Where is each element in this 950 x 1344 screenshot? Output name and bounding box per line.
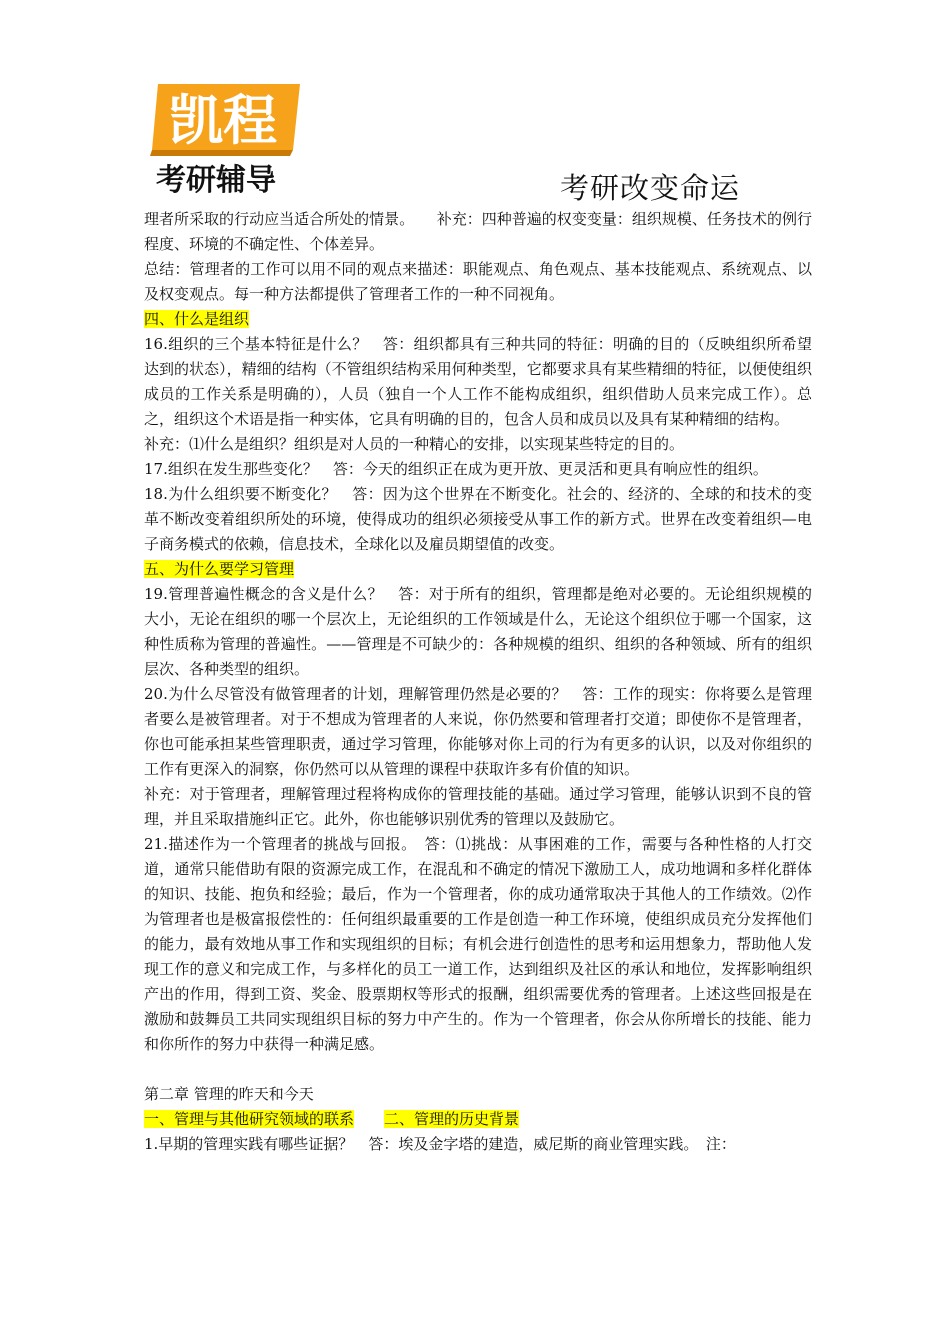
highlighted-heading: 一、管理与其他研究领域的联系 [144, 1110, 355, 1128]
section-heading-row [144, 1107, 812, 1132]
logo-sub-text: 考研辅导 [156, 163, 276, 198]
document-body [144, 207, 812, 1157]
paragraph: 1.早期的管理实践有哪些证据？ 答：埃及金字塔的建造，威尼斯的商业管理实践。 注： [144, 1135, 736, 1153]
section-heading [144, 557, 812, 582]
paragraph: 21.描述作为一个管理者的挑战与回报。 答：⑴挑战：从事困难的工作，需要与各种性格的人打交道，通常只能借助有限的资源完成工作，在混乱和不确定的情况下激励工人，成功地调和多样化群体的知识、技能、抱负和经验；最后，作为一个管理者，你的成功通常取决于其他人的工作绩效。⑵作为管理者也是极富报偿性的：任何组织最重要的工作是创造一种工作环境，使组织成员充分发挥他们的能力，最有效地从事工作和实现组织的目标；有机会进行创造性的思考和运用想象力，帮助他人发现工作的意义和完成工作，与多样化的员工一道工作，达到组织及社区的承认和地位，发挥影响组织产出的作用，得到工资、奖金、股票期权等形式的报酬，组织需要优秀的管理者。上述这些回报是在激励和鼓舞员工共同实现组织目标的努力中产生的。作为一个管理者，你会从你所增长的技能、能力和你所作的努力中获得一种满足感。 [144, 835, 812, 1053]
slogan: 考研改变命运 [560, 171, 741, 205]
highlighted-heading: 五、为什么要学习管理 [144, 560, 295, 578]
chapter-title: 第二章 管理的昨天和今天 [144, 1085, 314, 1103]
paragraph: 补充：对于管理者，理解管理过程将构成你的管理技能的基础。通过学习管理，能够认识到不良的管理，并且采取措施纠正它。此外，你也能够识别优秀的管理以及鼓励它。 [144, 785, 812, 828]
paragraph: 总结：管理者的工作可以用不同的观点来描述：职能观点、角色观点、基本技能观点、系统观点、以及权变观点。每一种方法都提供了管理者工作的一种不同视角。 [144, 260, 812, 303]
kaicheng-logo [150, 72, 310, 202]
highlighted-heading: 二、管理的历史背景 [384, 1110, 520, 1128]
paragraph: 20.为什么尽管没有做管理者的计划，理解管理仍然是必要的？ 答：工作的现实：你将要么是管理者要么是被管理者。对于不想成为管理者的人来说，你仍然要和管理者打交道；即使你不是管理者，你也可能承担某些管理职责，通过学习管理，你能够对你上司的行为有更多的认识，以及对你组织的工作有更深入的洞察，你仍然可以从管理的课程中获取许多有价值的知识。 [144, 685, 812, 778]
section-heading [144, 307, 812, 332]
highlighted-heading: 四、什么是组织 [144, 310, 250, 328]
logo-mark [150, 84, 300, 156]
paragraph: 理者所采取的行动应当适合所处的情景。 补充：四种普遍的权变变量：组织规模、任务技术的例行程度、环境的不确定性、个体差异。 [144, 210, 812, 253]
paragraph: 16.组织的三个基本特征是什么？ 答：组织都具有三种共同的特征：明确的目的（反映组织所希望达到的状态），精细的结构（不管组织结构采用何种类型，它都要求具有某些精细的特征，以便使组织成员的工作关系是明确的），人员（独自一个人工作不能构成组织，组织借助人员来完成工作）。总之，组织这个术语是指一种实体，它具有明确的目的，包含人员和成员以及具有某种精细的结构。 [144, 335, 812, 428]
logo-top-text: 凯程 [169, 89, 277, 152]
paragraph: 补充：⑴什么是组织？组织是对人员的一种精心的安排，以实现某些特定的目的。 [144, 435, 685, 453]
paragraph: 18.为什么组织要不断变化？ 答：因为这个世界在不断变化。社会的、经济的、全球的和技术的变革不断改变着组织所处的环境，使得成功的组织必须接受从事工作的新方式。世界在改变着组织—电子商务模式的依赖，信息技术，全球化以及雇员期望值的改变。 [144, 485, 812, 553]
paragraph: 19.管理普遍性概念的含义是什么？ 答：对于所有的组织，管理都是绝对必要的。无论组织规模的大小，无论在组织的哪一个层次上，无论组织的工作领域是什么，无论这个组织位于哪一个国家，这种性质称为管理的普遍性。——管理是不可缺少的：各种规模的组织、组织的各种领域、所有的组织层次、各种类型的组织。 [144, 585, 812, 678]
paragraph: 17.组织在发生那些变化？ 答：今天的组织正在成为更开放、更灵活和更具有响应性的组织。 [144, 460, 768, 478]
